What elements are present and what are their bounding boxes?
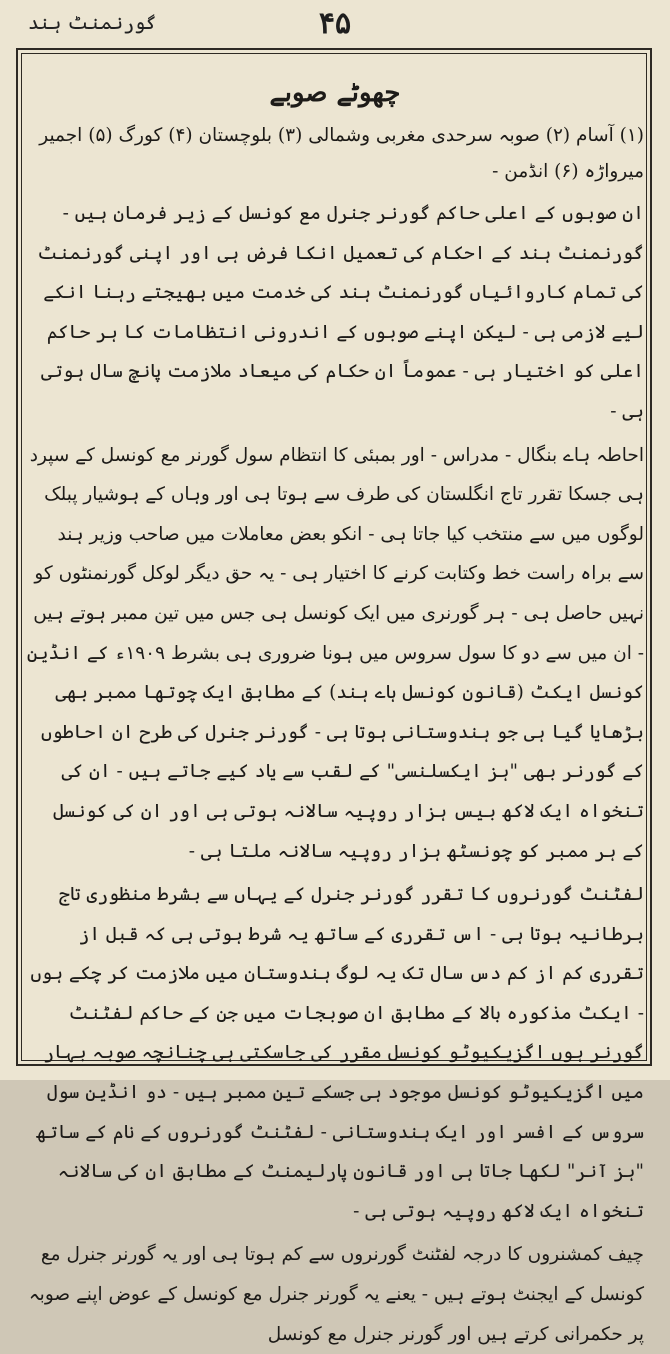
paragraph-chief-commissioners: چیف کمشنروں کا درجہ لفٹنٹ گورنروں سے کم ہوتا ہی اور یہ گورنر جنرل مع کونسل کے ایجنٹ ہوتے ہیں - یعنے یہ گورنر جنرل مع کونسل کے عوض اپنے صوبہ پر حکمرانی کرتے ہیں اور گورنر جنرل مع کونسل xyxy=(28,1244,644,1345)
paragraph-province-list: (۱) آسام (۲) صوبہ سرحدی مغربی وشمالی (۳) بلوچستان (۴) کورگ (۵) اجمیر میرواڑہ (۶) انڈمن - xyxy=(39,125,644,182)
paragraph-lieutenant-governors: لفٹنٹ گورنروں کا تقرر گورنر جنرل کے یہاں سے بشرط منظوری تاج برطانیہ ہوتا ہی - اس تقرری کے ساتھ یہ شرط ہوتی ہی کہ قبل از تقرری کم از کم دس سال تک یہ لوگ ہندوستان میں ملازمت کر چکے ہوں - ایکٹ مذکورہ بالا کے مطابق ان صوبجات میں جن کے حاکم لفٹنٹ گورنر ہوں اگزیکیوٹو کونسل مقرر کی جاسکتی ہی چنانچہ صوبہ بہار میں اگزیکیوٹو کونسل موجود ہی جسکے تین ممبر ہیں - دو انڈین سول سروس کے افسر اور ایک ہندوستانی - لفٹنٹ گورنروں کے نام کے ساتھ "ہز آنر" لکھا جاتا ہی اور قانون پارلیمنٹ کے مطابق ان کی سالانہ تنخواہ ایک لاکھ روپیہ ہوتی ہی - xyxy=(30,884,644,1222)
running-header: گورنمنٹ ہند xyxy=(28,12,157,34)
paragraph-governance: ان صوبوں کے اعلی حاکم گورنر جنرل مع کونسل کے زیر فرمان ہیں - گورنمنٹ ہند کے احکام کی تعمیل انکا فرض ہی اور اپنی گورنمنٹ کی تمام کاروائیاں گورنمنٹ ہند کی خدمت میں بھیجتے رہنا انکے لیے لازمی ہی - لیکن اپنے صوبوں کے اندرونی انتظامات کا ہر حاکم اعلی کو اختیار ہی - عموماً ان حکام کی میعاد ملازمت پانچ سال ہوتی ہی - xyxy=(37,203,644,422)
page-body xyxy=(26,74,644,1345)
chapter-title: چھوٹے صوبے xyxy=(269,78,401,108)
paragraph-presidencies: احاطہ ہاے بنگال - مدراس - اور بمبئی کا انتظام سول گورنر مع کونسل کے سپرد ہی جسکا تقرر تاج انگلستان کی طرف سے ہوتا ہی اور وہاں کے ہوشیار پبلک لوگوں میں سے منتخب کیا جاتا ہی - انکو بعض معاملات میں صاحب وزیر ہند سے براہ راست خط وکتابت کرنے کا اختیار ہی - یہ حق دیگر لوکل گورنمنٹوں کو نہیں حاصل ہی - ہر گورنری میں ایک کونسل ہی جس میں تین ممبر ہوتے ہیں - ان میں سے دو کا سول سروس میں ہونا ضروری ہی بشرط ۱۹۰۹ء کے انڈین کونسل ایکٹ (قانون کونسل ہاے ہند) کے مطابق ایک چوتھا ممبر بھی بڑھایا گیا ہی جو ہندوستانی ہوتا ہی - گورنر جنرل کی طرح ان احاطوں کے گورنر بھی "ہز ایکسلنسی" کے لقب سے یاد کیے جاتے ہیں - ان کی تنخواہ ایک لاکھ بیس ہزار روپیہ سالانہ ہوتی ہی اور ان کی کونسل کے ہر ممبر کو چونسٹھ ہزار روپیہ سالانہ ملتا ہی - xyxy=(26,444,644,862)
page-number: ۴۵ xyxy=(318,6,352,41)
